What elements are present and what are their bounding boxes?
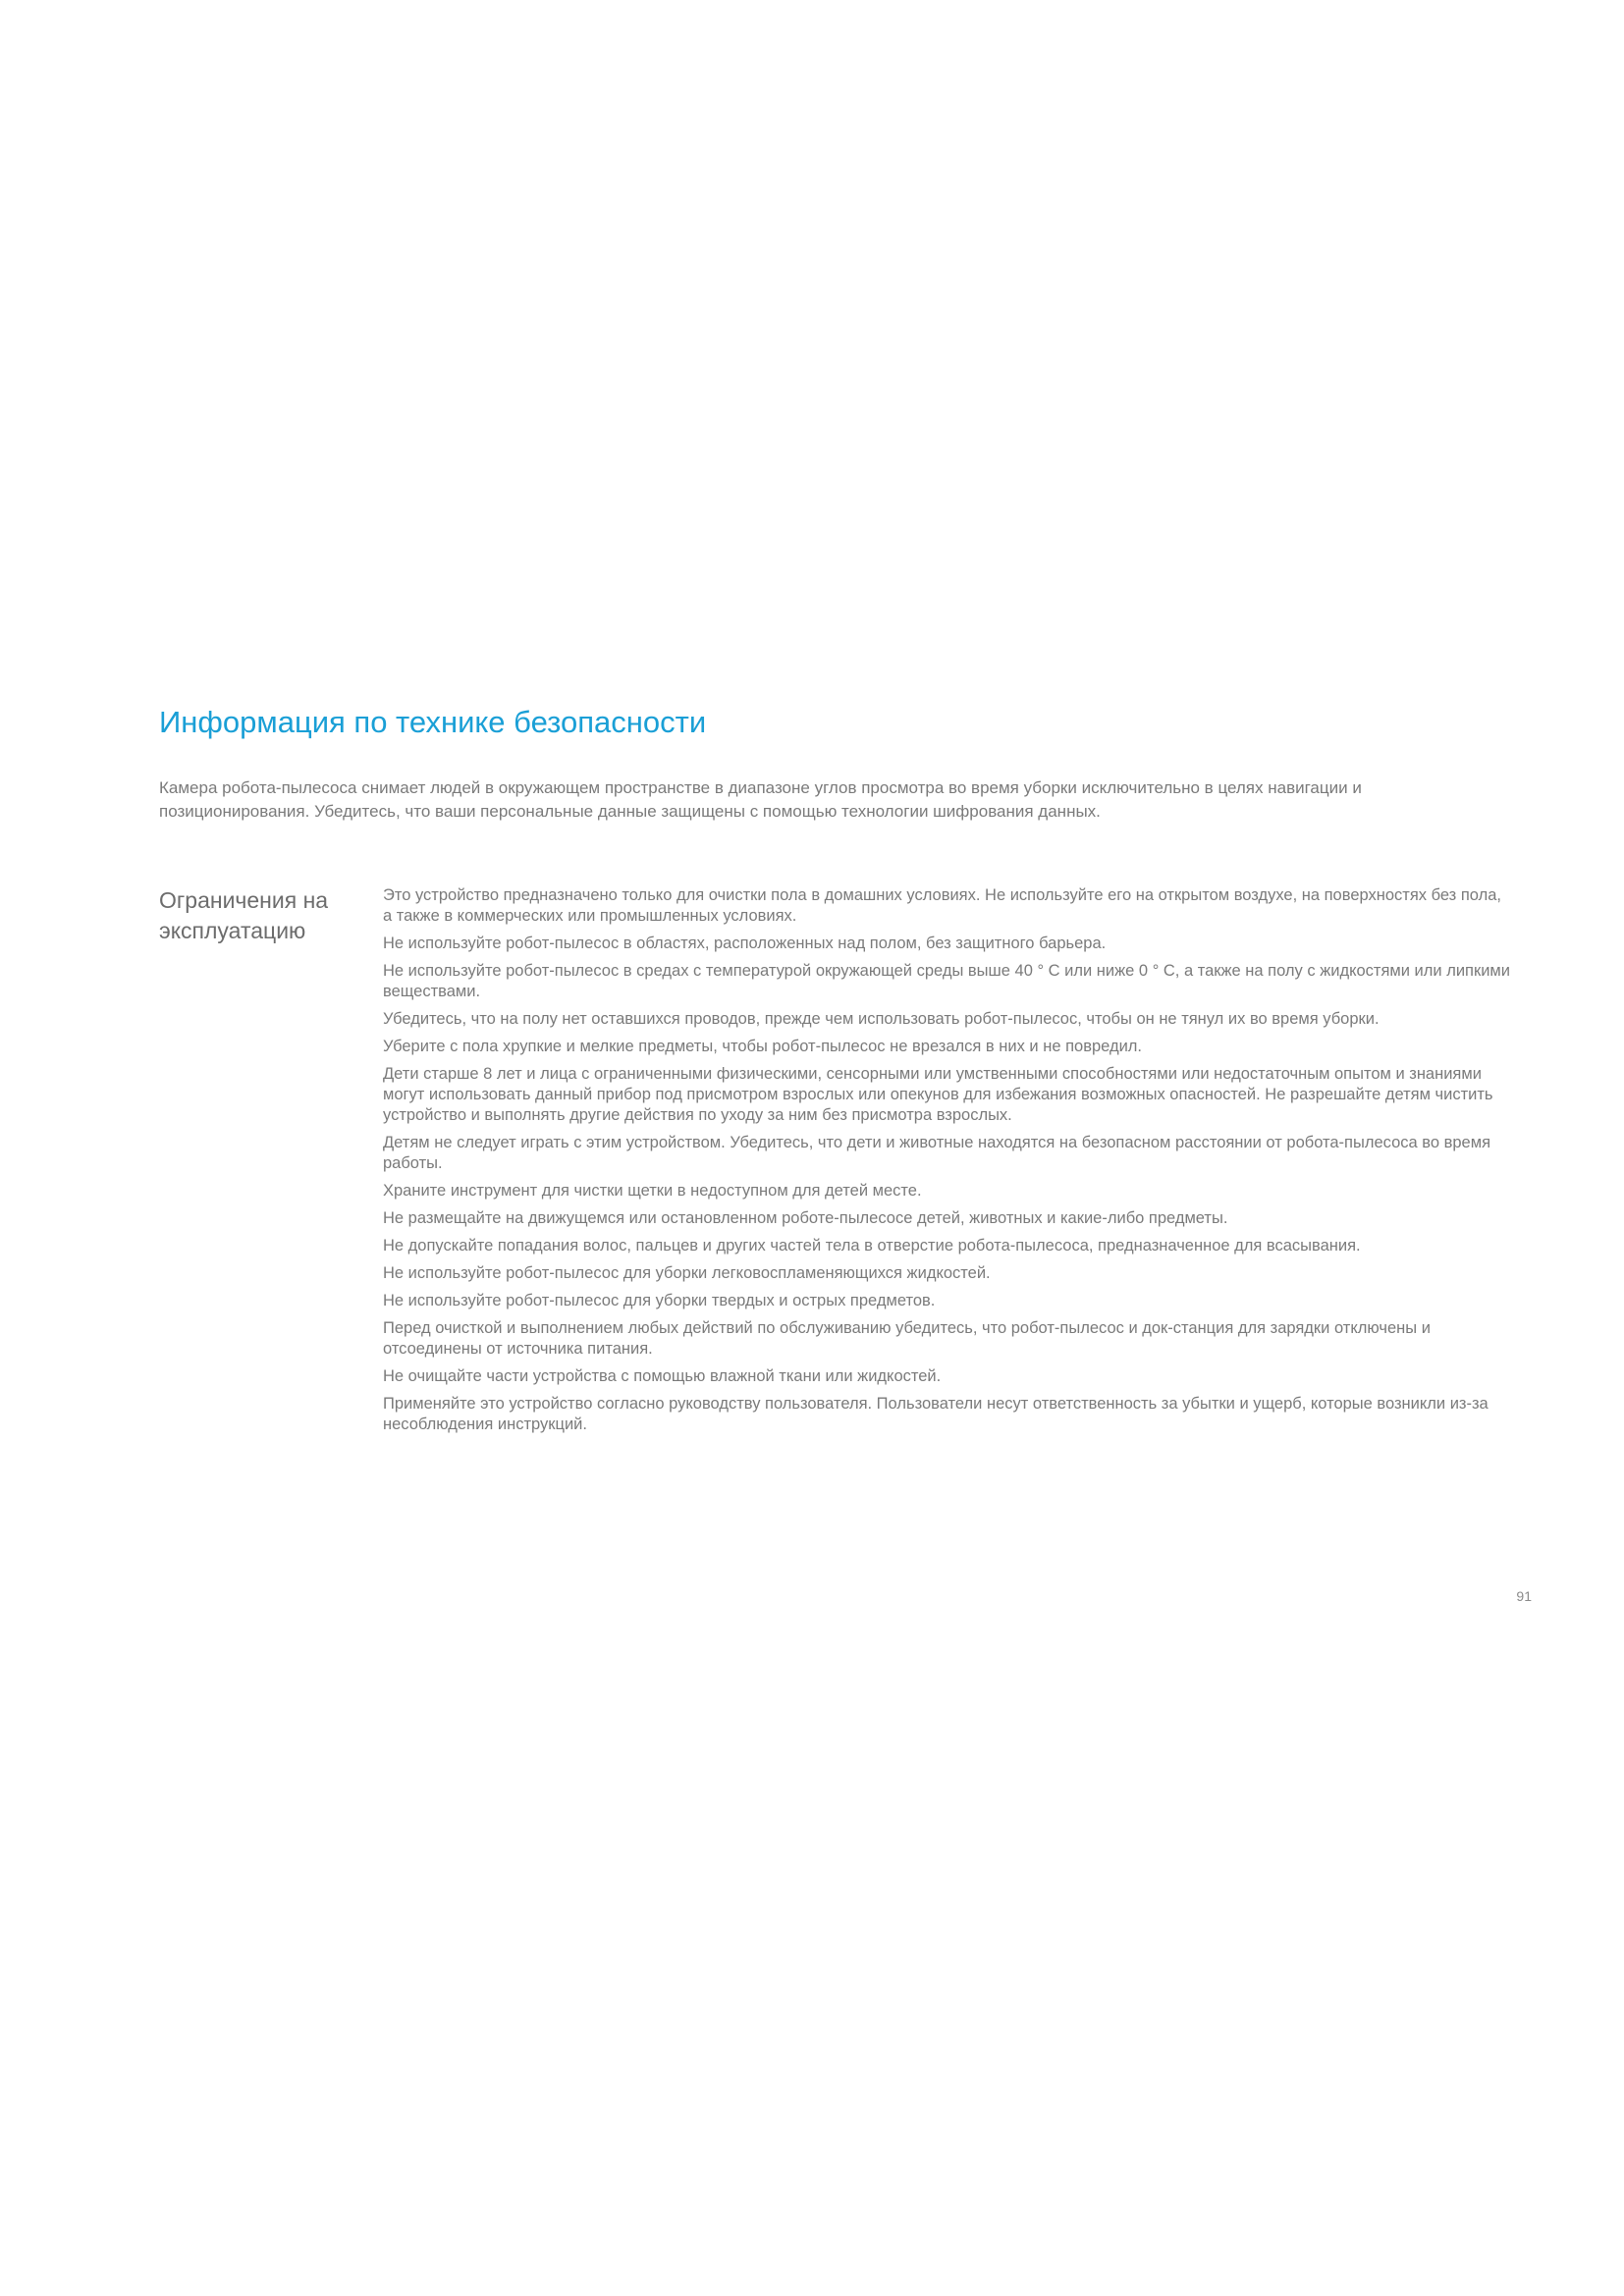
intro-paragraph: Камера робота-пылесоса снимает людей в окружающем пространстве в диапазоне углов просмотра во время уборки исключительно в целях навигации и позиционирования. Убедитесь, что ваши персональные данные защищены с помощью технологии шифрования данных. [159,778,1362,821]
restriction-item: Не допускайте попадания волос, пальцев и других частей тела в отверстие робота-пылесоса, предназначенное для всасывания. [383,1237,1361,1255]
restriction-item: Не используйте робот-пылесос в областях, расположенных над полом, без защитного барьера. [383,934,1107,952]
restriction-item: Храните инструмент для чистки щетки в недоступном для детей месте. [383,1182,922,1200]
restriction-item: Убедитесь, что на полу нет оставшихся проводов, прежде чем использовать робот-пылесос, чтобы он не тянул их во время уборки. [383,1010,1380,1028]
restriction-item: Не используйте робот-пылесос для уборки легковоспламеняющихся жидкостей. [383,1264,991,1282]
restriction-item: Уберите с пола хрупкие и мелкие предметы, чтобы робот-пылесос не врезался в них и не повредил. [383,1038,1143,1055]
page-title: Информация по технике безопасности [159,705,707,739]
restriction-item: Применяйте это устройство согласно руководству пользователя. Пользователи несут ответственность за убытки и ущерб, которые возникли из-за несоблюдения инструкций. [383,1395,1489,1433]
restriction-item: Не размещайте на движущемся или остановленном роботе-пылесосе детей, животных и какие-либо предметы. [383,1209,1228,1227]
restrictions-list [383,885,1514,1442]
restrictions-section [159,885,1514,1442]
restriction-item: Детям не следует играть с этим устройством. Убедитесь, что дети и животные находятся на безопасном расстоянии от робота-пылесоса во время работы. [383,1134,1491,1172]
restriction-item: Не очищайте части устройства с помощью влажной ткани или жидкостей. [383,1367,942,1385]
restrictions-heading: Ограничения на эксплуатацию [159,887,329,943]
page-number: 91 [1516,1588,1532,1604]
restriction-item: Не используйте робот-пылесос для уборки твердых и острых предметов. [383,1292,936,1309]
restriction-item: Перед очисткой и выполнением любых действий по обслуживанию убедитесь, что робот-пылесос и док-станция для зарядки отключены и отсоединены от источника питания. [383,1319,1431,1358]
restriction-item: Дети старше 8 лет и лица с ограниченными физическими, сенсорными или умственными способностями или недостаточным опытом и знаниями могут использовать данный прибор под присмотром взрослых или опекунов для избежания возможных опасностей. Не разрешайте детям чистить устройство и выполнять другие действия по уходу за ним без присмотра взрослых. [383,1065,1493,1124]
restriction-item: Не используйте робот-пылесос в средах с температурой окружающей среды выше 40 ° C или ниже 0 ° C, а также на полу с жидкостями или липкими веществами. [383,962,1510,1000]
restriction-item: Это устройство предназначено только для очистки пола в домашних условиях. Не используйте его на открытом воздухе, на поверхностях без пола, а также в коммерческих или промышленных условиях. [383,886,1501,925]
